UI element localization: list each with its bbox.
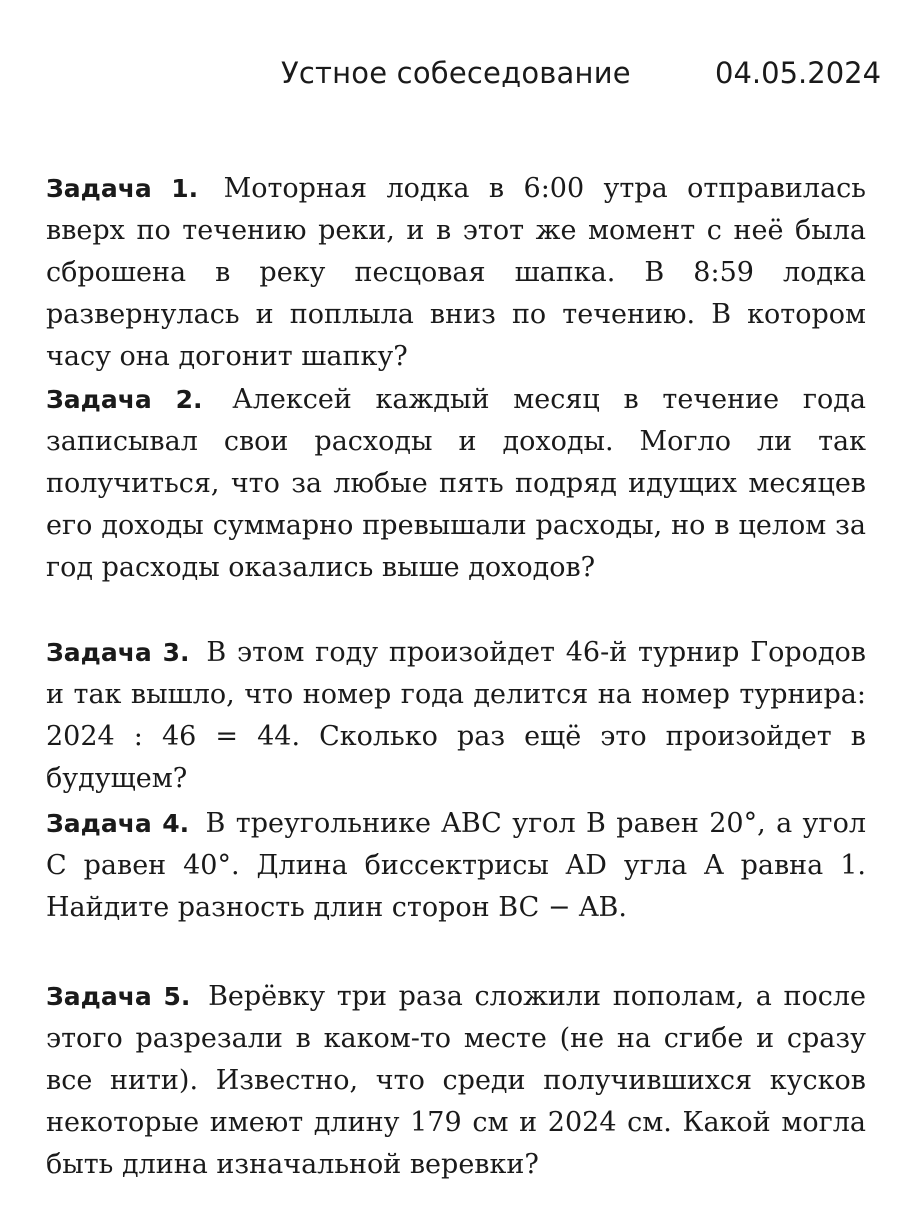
problem-3 — [46, 632, 866, 800]
problem-5-text: Верёвку три раза сложили пополам, а после этого разрезали в каком-то месте (не на сгибе и сразу все нити). Известно, что среди получившихся кусков некоторые имеют длину 179 см и 2024 см. Какой могла быть длина изначальной веревки? — [46, 981, 866, 1180]
problem-4 — [46, 803, 866, 929]
page-date: 04.05.2024 — [715, 56, 882, 90]
problem-5-label: Задача 5. — [46, 982, 191, 1011]
page-header — [0, 52, 909, 102]
problem-1 — [46, 168, 866, 378]
problem-2 — [46, 379, 866, 589]
problem-1-text: Моторная лодка в 6:00 утра отправилась вверх по течению реки, и в этот же момент с неё была сброшена в реку песцовая шапка. В 8:59 лодка развернулась и поплыла вниз по течению. В котором часу она догонит шапку? — [46, 173, 866, 372]
problem-3-text: В этом году произойдет 46-й турнир Городов и так вышло, что номер года делится на номер турнира: 2024 : 46 = 44. Сколько раз ещё это произойдет в будущем? — [46, 637, 866, 794]
problem-4-label: Задача 4. — [46, 809, 190, 838]
problem-2-label: Задача 2. — [46, 385, 203, 414]
problem-2-text: Алексей каждый месяц в течение года записывал свои расходы и доходы. Могло ли так получиться, что за любые пять подряд идущих месяцев его доходы суммарно превышали расходы, но в целом за год расходы оказались выше доходов? — [46, 384, 866, 583]
problem-4-text: В треугольнике ABC угол B равен 20°, а угол C равен 40°. Длина биссектрисы AD угла A равна 1. Найдите разность длин сторон BC − AB. — [46, 808, 866, 923]
problem-3-label: Задача 3. — [46, 638, 190, 667]
page-title: Устное собеседование — [281, 56, 631, 90]
problem-5 — [46, 976, 866, 1186]
problem-1-label: Задача 1. — [46, 174, 199, 203]
